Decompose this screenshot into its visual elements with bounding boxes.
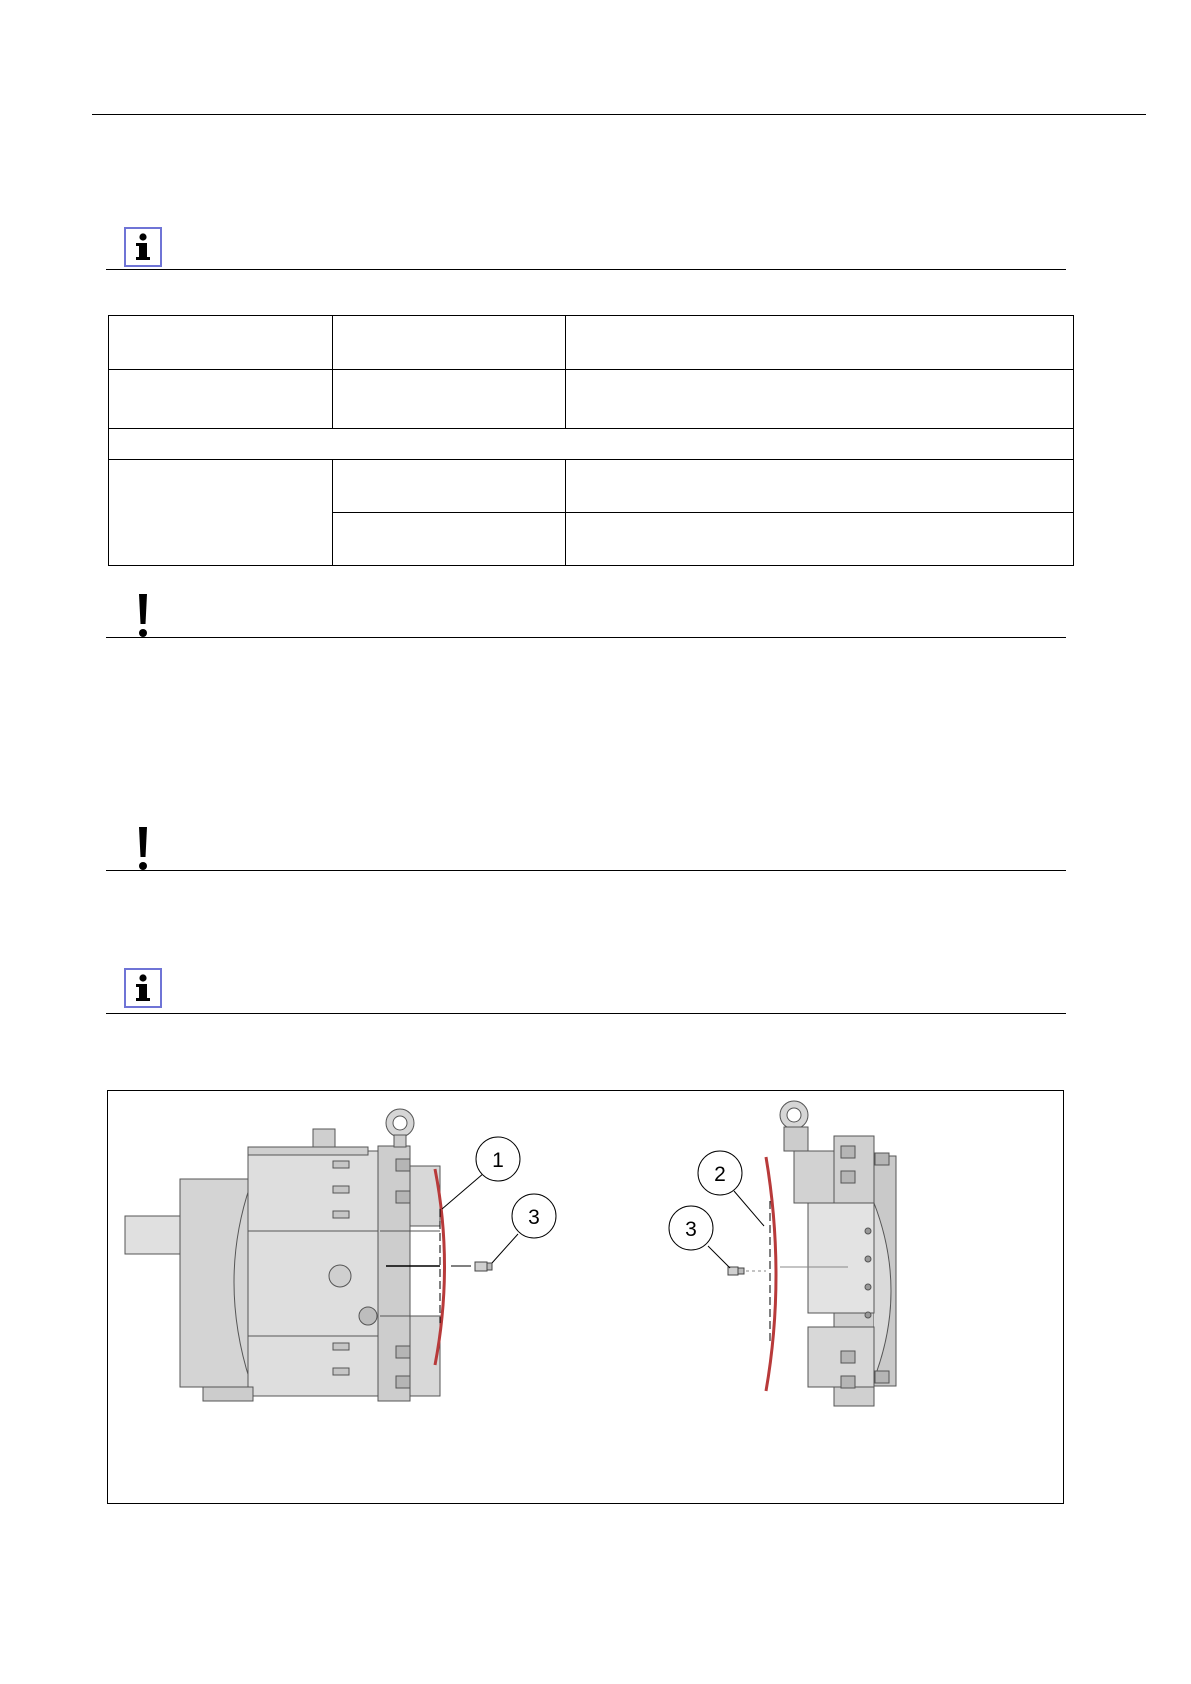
info-icon xyxy=(124,968,162,1008)
spec-table xyxy=(108,315,1074,566)
table-cell xyxy=(566,513,1074,566)
table-cell xyxy=(109,316,333,370)
table-cell xyxy=(566,370,1074,429)
table-row xyxy=(109,370,1074,429)
note-rule xyxy=(106,269,1066,270)
exclamation-icon xyxy=(136,594,150,638)
callout-label: 2 xyxy=(714,1163,726,1186)
table-cell xyxy=(109,460,333,566)
note-rule xyxy=(106,1013,1066,1014)
table-row xyxy=(109,460,1074,513)
table-cell xyxy=(333,370,566,429)
cover-assembly-drawing xyxy=(780,1101,896,1406)
table-cell xyxy=(566,460,1074,513)
bolt-icon xyxy=(475,1262,487,1271)
gasket-red xyxy=(766,1157,776,1391)
table-cell xyxy=(109,370,333,429)
table-cell xyxy=(333,513,566,566)
header-rule xyxy=(92,114,1146,115)
exclamation-icon xyxy=(136,827,150,871)
pump-assembly-drawing xyxy=(125,1109,440,1401)
note-rule xyxy=(106,870,1066,871)
table-cell xyxy=(333,316,566,370)
callout-label: 1 xyxy=(492,1149,504,1172)
table-cell xyxy=(109,429,1074,460)
table-cell xyxy=(333,460,566,513)
info-icon xyxy=(124,227,162,267)
exploded-view-figure xyxy=(107,1090,1064,1504)
callout-label: 3 xyxy=(685,1218,697,1241)
table-row xyxy=(109,316,1074,370)
note-rule xyxy=(106,637,1066,638)
table-cell xyxy=(566,316,1074,370)
table-row xyxy=(109,429,1074,460)
callout-label: 3 xyxy=(528,1206,540,1229)
